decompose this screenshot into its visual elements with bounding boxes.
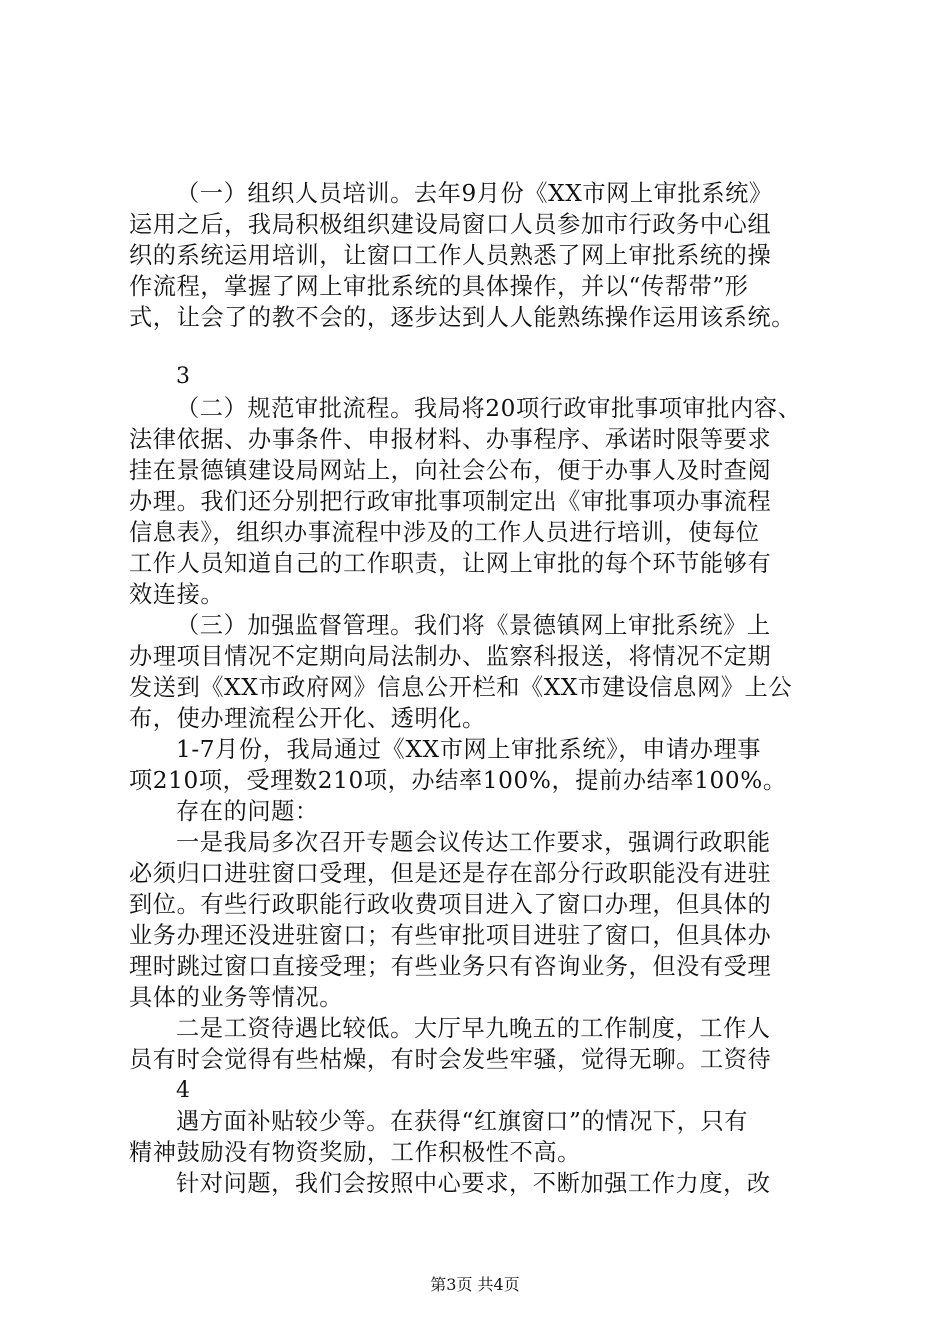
paragraph-line: 运用之后，我局积极组织建设局窗口人员参加市行政务中心组 [129,211,772,238]
paragraph-line: 工作人员知道自己的工作职责，让网上审批的每个环节能够有 [129,550,772,577]
paragraph-line: （三）加强监督管理。我们将《景德镇网上审批系统》上 [176,612,771,639]
paragraph-line: （一）组织人员培训。去年9月份《XX市网上审批系统》 [176,180,773,207]
paragraph-line: 1-7月份，我局通过《XX市网上审批系统》，申请办理事 [176,736,762,763]
paragraph-line: 必须归口进驻窗口受理，但是还是存在部分行政职能没有进驻 [129,860,772,887]
paragraph-line: 作流程，掌握了网上审批系统的具体操作，并以“传帮带”形 [129,273,749,300]
paragraph-line: 到位。有些行政职能行政收费项目进入了窗口办理，但具体的 [129,891,772,918]
page-footer: 第3页 共4页 [430,1275,520,1294]
paragraph-line: 发送到《XX市政府网》信息公开栏和《XX市建设信息网》上公 [129,674,793,701]
paragraph-line: 遇方面补贴较少等。在获得“红旗窗口”的情况下，只有 [176,1108,749,1135]
paragraph-line: 针对问题，我们会按照中心要求，不断加强工作力度，改 [176,1170,771,1197]
paragraph-line: 项210项，受理数210项，办结率100%，提前办结率100%。 [129,767,787,794]
section-heading: 存在的问题： [176,798,319,825]
paragraph-line: 布，使办理流程公开化、透明化。 [129,705,486,732]
paragraph-line: 织的系统运用培训，让窗口工作人员熟悉了网上审批系统的操 [129,242,772,269]
paragraph-line: 具体的业务等情况。 [129,984,344,1011]
paragraph-line: 业务办理还没进驻窗口；有些审批项目进驻了窗口，但具体办 [129,922,772,949]
paragraph-line: 理时跳过窗口直接受理；有些业务只有咨询业务，但没有受理 [129,953,772,980]
page-marker: 3 [176,364,190,389]
paragraph-line: 员有时会觉得有些枯燥，有时会发些牢骚，觉得无聊。工资待 [129,1046,772,1073]
paragraph-line: 挂在景德镇建设局网站上，向社会公布，便于办事人及时查阅 [129,457,772,484]
paragraph-line: 式，让会了的教不会的，逐步达到人人能熟练操作运用该系统。 [129,304,796,331]
paragraph-line: 效连接。 [129,581,225,608]
paragraph-line: 办理项目情况不定期向局法制办、监察科报送，将情况不定期 [129,643,772,670]
paragraph-line: 办理。我们还分别把行政审批事项制定出《审批事项办事流程 [129,488,772,515]
paragraph-line: 信息表》，组织办事流程中涉及的工作人员进行培训，使每位 [129,519,760,546]
paragraph-line: 精神鼓励没有物资奖励，工作积极性不高。 [129,1139,581,1166]
page-marker: 4 [176,1078,190,1103]
paragraph-line: 法律依据、办事条件、申报材料、办事程序、承诺时限等要求 [129,426,772,453]
paragraph-line: （二）规范审批流程。我局将20项行政审批事项审批内容、 [176,395,802,422]
paragraph-line: 一是我局多次召开专题会议传达工作要求，强调行政职能 [176,829,771,856]
paragraph-line: 二是工资待遇比较低。大厅早九晚五的工作制度，工作人 [176,1015,771,1042]
